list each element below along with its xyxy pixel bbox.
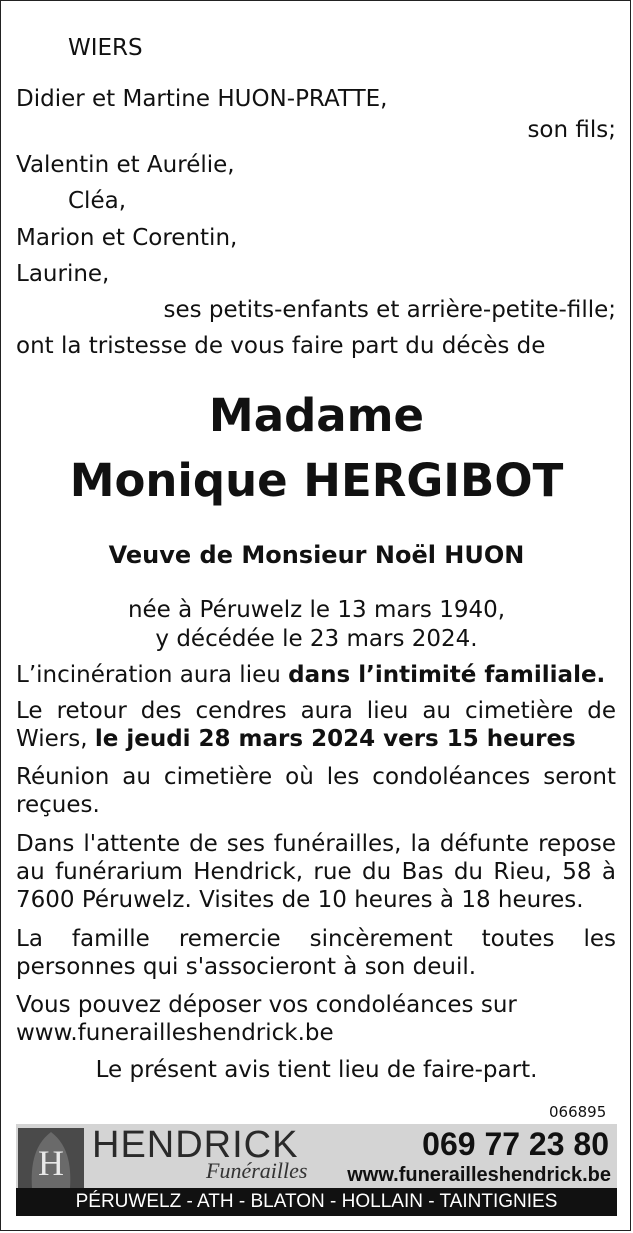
meeting-paragraph: Réunion au cimetière où les condoléances seront reçues. — [16, 764, 616, 818]
thanks-paragraph: La famille remercie sincèrement toutes les personnes qui s'associeront à son deuil. — [16, 926, 616, 980]
brand-subtitle: Funérailles — [206, 1158, 308, 1183]
reference-number: 066895 — [549, 1103, 607, 1121]
logo-letter: H — [38, 1143, 64, 1183]
logo-emblem-icon — [18, 1128, 84, 1192]
funerarium-paragraph: Dans l'attente de ses funérailles, la défunte repose au funérarium Hendrick, rue du Bas du Rieu, 58 à 7600 Péruwelz. Visites de 10 heures à 18 heures. — [16, 831, 616, 913]
hendrick-logo — [18, 1128, 84, 1192]
town-list: PÉRUWELZ - ATH - BLATON - HOLLAIN - TAINTIGNIES — [16, 1188, 617, 1216]
cremation-prefix: L’incinération aura lieu — [16, 662, 289, 688]
cremation-line — [16, 661, 605, 689]
grandchild-line-3: Marion et Corentin, — [16, 225, 238, 251]
funeral-home-banner — [16, 1124, 617, 1216]
deceased-name: Monique HERGIBOT — [69, 454, 564, 507]
grandchild-line-1: Valentin et Aurélie, — [16, 152, 235, 178]
phone-number[interactable]: 069 77 23 80 — [422, 1126, 609, 1162]
brand-name: HENDRICK — [92, 1124, 299, 1166]
parents-line: Didier et Martine HUON-PRATTE, — [16, 86, 388, 112]
grandchild-line-2: Cléa, — [68, 188, 127, 214]
ashes-paragraph — [16, 697, 616, 753]
grandchild-line-4: Laurine, — [16, 261, 110, 287]
closing-line: Le présent avis tient lieu de faire-part. — [95, 1057, 538, 1083]
birth-line: née à Péruwelz le 13 mars 1940, — [127, 597, 506, 623]
announcement-line: ont la tristesse de vous faire part du décès de — [16, 333, 546, 359]
cremation-detail: dans l’intimité familiale. — [288, 662, 606, 688]
condolences-line: Vous pouvez déposer vos condoléances sur — [16, 992, 517, 1018]
banner-website[interactable]: www.funerailleshendrick.be — [347, 1164, 611, 1186]
grandchildren-label: ses petits-enfants et arrière-petite-fille; — [163, 297, 616, 323]
widow-of: Veuve de Monsieur Noël HUON — [108, 541, 525, 569]
ashes-prefix: Le retour des cendres aura lieu au cimetière de Wiers, — [16, 698, 616, 752]
condolences-link[interactable]: www.funerailleshendrick.be — [16, 1020, 334, 1046]
deceased-title: Madame — [208, 389, 425, 442]
ashes-date: le jeudi 28 mars 2024 vers 15 heures — [94, 726, 576, 752]
place-name: WIERS — [68, 35, 143, 61]
son-label: son fils; — [527, 117, 616, 143]
death-line: y décédée le 23 mars 2024. — [155, 626, 478, 652]
